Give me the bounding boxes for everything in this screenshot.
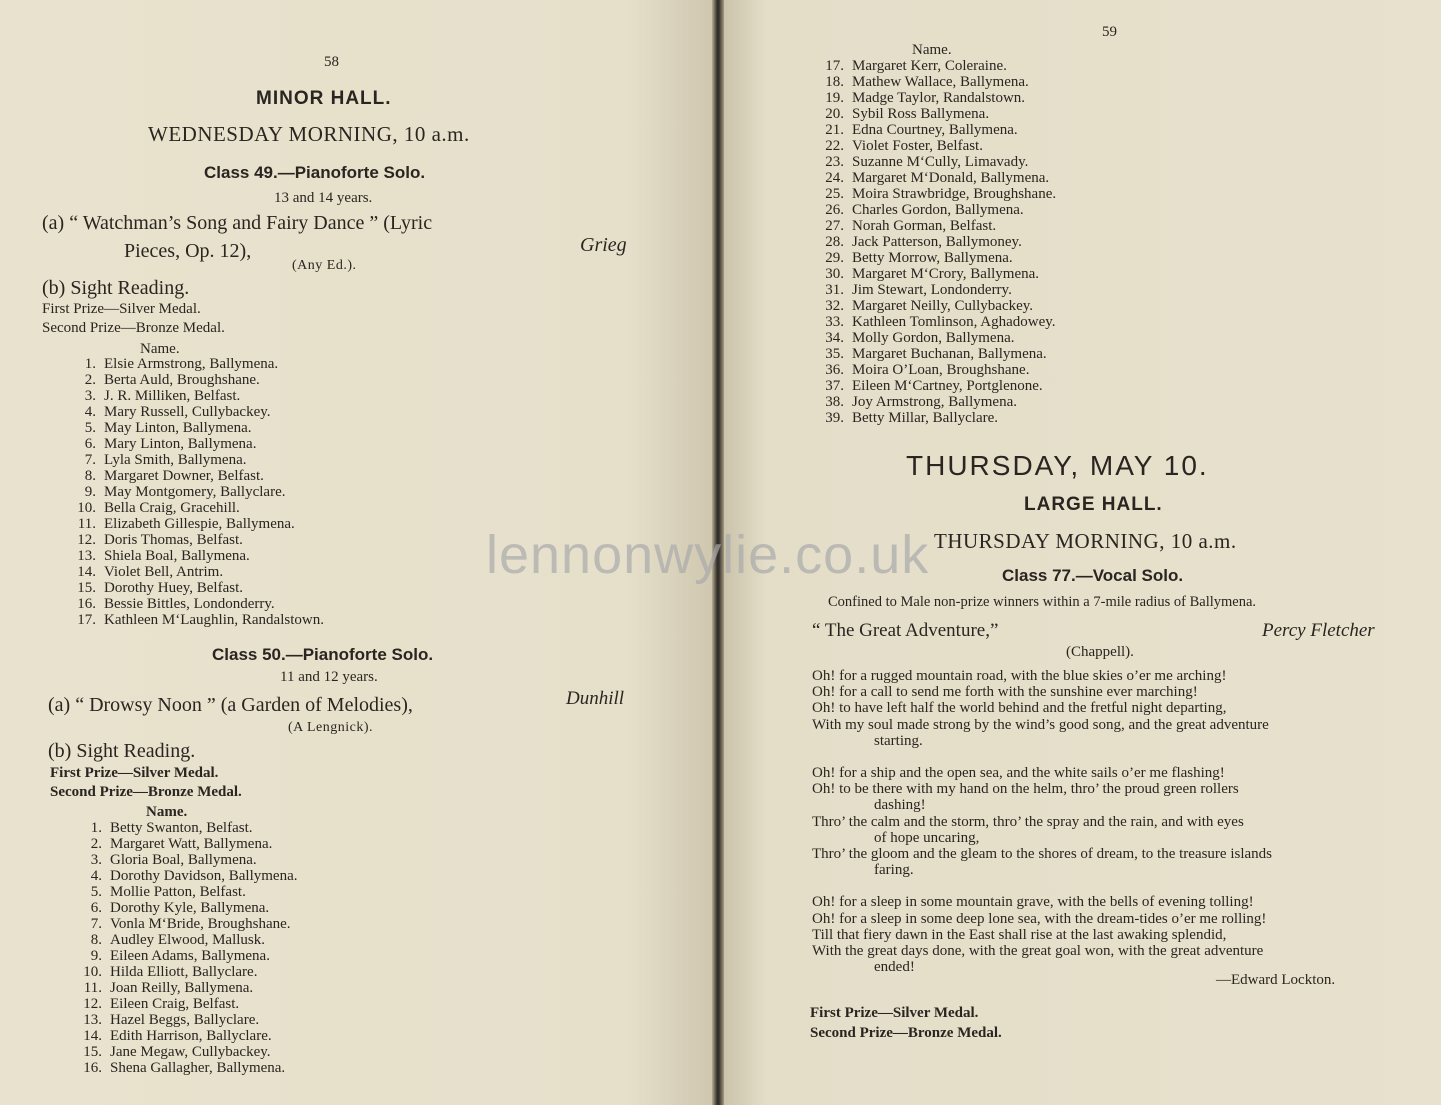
entrant-row bbox=[810, 170, 1056, 186]
entrant-name: Moira Strawbridge, Broughshane. bbox=[852, 186, 1057, 202]
class-49-piece-b: (b) Sight Reading. bbox=[42, 277, 190, 299]
entrant-name: Violet Bell, Antrim. bbox=[104, 564, 224, 580]
entrant-number: 22. bbox=[825, 138, 844, 154]
lyric-line-continued: of hope uncaring, bbox=[874, 829, 980, 846]
entrant-row bbox=[810, 58, 1056, 74]
entrant-name: Moira O’Loan, Broughshane. bbox=[852, 362, 1030, 378]
class-50-entrant-list-continued bbox=[810, 58, 1056, 426]
entrant-number: 31. bbox=[825, 282, 844, 298]
entrant-number: 17. bbox=[77, 612, 96, 628]
entrant-row bbox=[72, 820, 297, 836]
entrant-name: Mary Linton, Ballymena. bbox=[104, 436, 257, 452]
entrant-name: Betty Morrow, Ballymena. bbox=[852, 250, 1013, 266]
entrant-name: Shena Gallagher, Ballymena. bbox=[110, 1060, 286, 1076]
entrant-number: 11. bbox=[77, 516, 96, 532]
entrant-name: Sybil Ross Ballymena. bbox=[852, 106, 990, 122]
entrant-row bbox=[810, 234, 1056, 250]
entrant-row bbox=[72, 900, 297, 916]
lyric-line: Oh! to be there with my hand on the helm, thro’ the proud green rollers bbox=[812, 781, 1239, 798]
entrant-name: Gloria Boal, Ballymena. bbox=[110, 852, 257, 868]
entrant-row bbox=[72, 964, 297, 980]
entrant-row bbox=[810, 90, 1056, 106]
class-50-composer: Dunhill bbox=[566, 688, 625, 709]
entrant-row bbox=[66, 452, 324, 468]
entrant-row bbox=[66, 468, 324, 484]
entrant-row bbox=[810, 346, 1056, 362]
entrant-number: 29. bbox=[825, 250, 844, 266]
session-heading: WEDNESDAY MORNING, 10 a.m. bbox=[148, 122, 470, 146]
entrant-row bbox=[810, 74, 1056, 90]
entrant-number: 37. bbox=[825, 378, 844, 394]
entrant-row bbox=[66, 436, 324, 452]
entrant-row bbox=[66, 388, 324, 404]
entrant-number: 2. bbox=[84, 372, 96, 388]
entrant-row bbox=[66, 372, 324, 388]
entrant-name: Margaret M‘Donald, Ballymena. bbox=[852, 170, 1050, 186]
entrant-number: 7. bbox=[90, 916, 102, 932]
entrant-row bbox=[66, 548, 324, 564]
entrant-row bbox=[72, 1028, 297, 1044]
class-49-entrant-list bbox=[66, 356, 324, 628]
entrant-name: Eileen Craig, Belfast. bbox=[110, 996, 240, 1012]
entrant-number: 3. bbox=[90, 852, 102, 868]
entrant-number: 19. bbox=[825, 90, 844, 106]
entrant-row bbox=[810, 330, 1056, 346]
entrant-row bbox=[72, 852, 297, 868]
lyrics-stanza-2 bbox=[812, 765, 1412, 878]
entrant-row bbox=[66, 564, 324, 580]
entrant-number: 14. bbox=[83, 1028, 102, 1044]
entrant-name: Audley Elwood, Mallusk. bbox=[110, 932, 265, 948]
entrant-name: Edna Courtney, Ballymena. bbox=[852, 122, 1018, 138]
entrant-row bbox=[810, 154, 1056, 170]
entrant-name: Madge Taylor, Randalstown. bbox=[852, 90, 1026, 106]
lyric-line: With the great days done, with the great goal won, with the great adventure bbox=[812, 943, 1264, 960]
entrant-row bbox=[66, 420, 324, 436]
entrant-number: 6. bbox=[90, 900, 102, 916]
hall-heading: MINOR HALL. bbox=[256, 88, 392, 109]
entrant-number: 5. bbox=[84, 420, 96, 436]
entrant-number: 17. bbox=[825, 58, 844, 74]
entrant-number: 23. bbox=[825, 154, 844, 170]
entrant-name: Molly Gordon, Ballymena. bbox=[852, 330, 1015, 346]
entrant-number: 6. bbox=[84, 436, 96, 452]
entrant-number: 39. bbox=[825, 410, 844, 426]
entrant-name: Dorothy Huey, Belfast. bbox=[104, 580, 243, 596]
lyric-line: With my soul made strong by the wind’s good song, and the great adventure bbox=[812, 716, 1269, 733]
entrant-row bbox=[810, 282, 1056, 298]
lyric-line: Thro’ the calm and the storm, thro’ the spray and the rain, and with eyes bbox=[812, 813, 1244, 830]
entrant-number: 26. bbox=[825, 202, 844, 218]
lyric-line-continued: faring. bbox=[874, 862, 914, 879]
entrant-name: Shiela Boal, Ballymena. bbox=[104, 548, 250, 564]
entrant-number: 34. bbox=[825, 330, 844, 346]
entrant-row bbox=[66, 580, 324, 596]
entrant-number: 8. bbox=[90, 932, 102, 948]
entrant-number: 33. bbox=[825, 314, 844, 330]
entrant-name: Margaret Kerr, Coleraine. bbox=[852, 58, 1007, 74]
entrant-number: 30. bbox=[825, 266, 844, 282]
entrant-row bbox=[810, 410, 1056, 426]
song-lyrics bbox=[812, 668, 1412, 991]
entrant-row bbox=[66, 532, 324, 548]
entrant-name: Mary Russell, Cullybackey. bbox=[104, 404, 271, 420]
entrant-row bbox=[810, 314, 1056, 330]
entrant-number: 12. bbox=[77, 532, 96, 548]
class-49-ages: 13 and 14 years. bbox=[274, 190, 373, 206]
entrant-name: Edith Harrison, Ballyclare. bbox=[110, 1028, 272, 1044]
entrant-number: 21. bbox=[825, 122, 844, 138]
entrant-number: 25. bbox=[825, 186, 844, 202]
entrant-row bbox=[72, 1044, 297, 1060]
entrant-name: Bella Craig, Gracehill. bbox=[104, 500, 240, 516]
entrant-row bbox=[72, 1060, 297, 1076]
entrant-row bbox=[66, 596, 324, 612]
page-number: 58 bbox=[324, 54, 339, 70]
lyric-line: Thro’ the gloom and the gleam to the shores of dream, to the treasure islands bbox=[812, 846, 1273, 863]
entrant-name: Margaret Watt, Ballymena. bbox=[110, 836, 273, 852]
entrant-name: Joan Reilly, Ballymena. bbox=[110, 980, 254, 996]
class-49-title: Class 49.—Pianoforte Solo. bbox=[204, 163, 426, 182]
entrant-number: 32. bbox=[825, 298, 844, 314]
entrant-row bbox=[72, 996, 297, 1012]
day-heading: THURSDAY, MAY 10. bbox=[906, 450, 1209, 481]
entrant-number: 13. bbox=[83, 1012, 102, 1028]
class-49-edition: (Any Ed.). bbox=[292, 258, 357, 273]
entrant-number: 9. bbox=[84, 484, 96, 500]
entrant-row bbox=[72, 916, 297, 932]
class-50-piece-a: (a) “ Drowsy Noon ” (a Garden of Melodies), bbox=[48, 694, 413, 716]
entrant-name: Dorothy Kyle, Ballymena. bbox=[110, 900, 270, 916]
entrant-row bbox=[810, 122, 1056, 138]
entrant-number: 27. bbox=[825, 218, 844, 234]
entrant-name: Kathleen Tomlinson, Aghadowey. bbox=[852, 314, 1056, 330]
entrant-name: Hilda Elliott, Ballyclare. bbox=[110, 964, 258, 980]
lyric-line: Oh! for a rugged mountain road, with the blue skies o’er me arching! bbox=[812, 668, 1227, 684]
lyrics-stanza-3 bbox=[812, 894, 1412, 975]
entrant-name: Jim Stewart, Londonderry. bbox=[852, 282, 1012, 298]
lyric-line: Oh! to have left half the world behind and the fretful night departing, bbox=[812, 700, 1227, 717]
entrant-name: Violet Foster, Belfast. bbox=[852, 138, 983, 154]
lyrics-stanza-1 bbox=[812, 668, 1412, 749]
lyric-line-continued: starting. bbox=[874, 732, 923, 749]
class-50-piece-b: (b) Sight Reading. bbox=[48, 740, 196, 762]
entrant-name: Margaret Neilly, Cullybackey. bbox=[852, 298, 1034, 314]
lyric-line-continued: dashing! bbox=[874, 797, 926, 814]
entrant-name: Norah Gorman, Belfast. bbox=[852, 218, 997, 234]
entrant-row bbox=[72, 932, 297, 948]
entrant-name: May Montgomery, Ballyclare. bbox=[104, 484, 286, 500]
entrant-name: Jack Patterson, Ballymoney. bbox=[852, 234, 1022, 250]
entrant-number: 16. bbox=[83, 1060, 102, 1076]
entrant-name: Berta Auld, Broughshane. bbox=[104, 372, 260, 388]
entrant-name: Eileen M‘Cartney, Portglenone. bbox=[852, 378, 1043, 394]
entrant-number: 5. bbox=[90, 884, 102, 900]
entrant-name: Elizabeth Gillespie, Ballymena. bbox=[104, 516, 295, 532]
entrant-row bbox=[810, 266, 1056, 282]
entrant-name: Bessie Bittles, Londonderry. bbox=[104, 596, 275, 612]
entrant-row bbox=[66, 404, 324, 420]
entrant-name: Eileen Adams, Ballymena. bbox=[110, 948, 270, 964]
class-49-piece-a: (a) “ Watchman’s Song and Fairy Dance ” (Lyric bbox=[42, 212, 433, 234]
class-49-composer: Grieg bbox=[580, 234, 627, 256]
class-50-edition: (A Lengnick). bbox=[288, 720, 374, 735]
class-49-first-prize: First Prize—Silver Medal. bbox=[42, 301, 201, 317]
entrant-number: 1. bbox=[90, 820, 102, 836]
entrant-name: Margaret M‘Crory, Ballymena. bbox=[852, 266, 1040, 282]
entrant-row bbox=[810, 394, 1056, 410]
entrant-row bbox=[810, 186, 1056, 202]
class-77-piece: “ The Great Adventure,” bbox=[812, 620, 999, 641]
lyric-line-continued: ended! bbox=[874, 959, 915, 976]
entrant-number: 35. bbox=[825, 346, 844, 362]
entrant-name: Mathew Wallace, Ballymena. bbox=[852, 74, 1029, 90]
entrant-row bbox=[810, 218, 1056, 234]
entrant-row bbox=[810, 362, 1056, 378]
entrant-number: 14. bbox=[77, 564, 96, 580]
class-49-second-prize: Second Prize—Bronze Medal. bbox=[42, 320, 225, 336]
entrant-row bbox=[810, 250, 1056, 266]
entrant-number: 2. bbox=[90, 836, 102, 852]
entrant-number: 12. bbox=[83, 996, 102, 1012]
entrant-name: Suzanne M‘Cully, Limavady. bbox=[852, 154, 1029, 170]
entrant-number: 3. bbox=[84, 388, 96, 404]
entrant-name: Joy Armstrong, Ballymena. bbox=[852, 394, 1017, 410]
entrant-number: 9. bbox=[90, 948, 102, 964]
entrant-number: 16. bbox=[77, 596, 96, 612]
entrant-row bbox=[72, 884, 297, 900]
entrant-number: 10. bbox=[83, 964, 102, 980]
entrant-row bbox=[810, 202, 1056, 218]
entrant-number: 1. bbox=[84, 356, 96, 372]
entrant-row bbox=[72, 980, 297, 996]
entrant-row bbox=[66, 612, 324, 628]
class-77-condition: Confined to Male non-prize winners within a 7-mile radius of Ballymena. bbox=[828, 594, 1257, 610]
entrant-name: Betty Millar, Ballyclare. bbox=[852, 410, 999, 426]
class-77-first-prize: First Prize—Silver Medal. bbox=[810, 1005, 979, 1021]
entrant-number: 20. bbox=[825, 106, 844, 122]
entrant-name: Lyla Smith, Ballymena. bbox=[104, 452, 247, 468]
class-50-title: Class 50.—Pianoforte Solo. bbox=[212, 645, 434, 664]
class-50-ages: 11 and 12 years. bbox=[280, 669, 378, 685]
hall-heading: LARGE HALL. bbox=[1024, 494, 1163, 515]
name-column-header: Name. bbox=[146, 804, 188, 820]
name-column-header: Name. bbox=[912, 42, 952, 58]
class-49-piece-a-cont: Pieces, Op. 12), bbox=[124, 240, 252, 262]
lyric-line: Till that fiery dawn in the East shall rise at the last awaking splendid, bbox=[812, 926, 1227, 943]
entrant-number: 36. bbox=[825, 362, 844, 378]
entrant-name: Mollie Patton, Belfast. bbox=[110, 884, 246, 900]
class-77-title: Class 77.—Vocal Solo. bbox=[1002, 566, 1184, 585]
entrant-name: Hazel Beggs, Ballyclare. bbox=[110, 1012, 260, 1028]
lyric-line: Oh! for a call to send me forth with the sunshine ever marching! bbox=[812, 684, 1198, 701]
entrant-number: 8. bbox=[84, 468, 96, 484]
entrant-number: 18. bbox=[825, 74, 844, 90]
entrant-number: 10. bbox=[77, 500, 96, 516]
lyric-line: Oh! for a ship and the open sea, and the white sails o’er me flashing! bbox=[812, 765, 1225, 782]
page-number: 59 bbox=[1102, 24, 1117, 40]
entrant-name: Betty Swanton, Belfast. bbox=[110, 820, 253, 836]
class-77-publisher: (Chappell). bbox=[1066, 644, 1134, 660]
lyric-line: Oh! for a sleep in some deep lone sea, with the dream-tides o’er me rolling! bbox=[812, 910, 1267, 927]
class-50-second-prize: Second Prize—Bronze Medal. bbox=[50, 784, 242, 800]
entrant-number: 38. bbox=[825, 394, 844, 410]
entrant-row bbox=[72, 948, 297, 964]
entrant-name: J. R. Milliken, Belfast. bbox=[104, 388, 241, 404]
entrant-number: 4. bbox=[84, 404, 96, 420]
entrant-number: 15. bbox=[83, 1044, 102, 1060]
entrant-number: 28. bbox=[825, 234, 844, 250]
entrant-number: 13. bbox=[77, 548, 96, 564]
entrant-name: Charles Gordon, Ballymena. bbox=[852, 202, 1024, 218]
entrant-name: May Linton, Ballymena. bbox=[104, 420, 252, 436]
entrant-row bbox=[66, 484, 324, 500]
watermark: lennonwylie.co.uk bbox=[486, 525, 930, 585]
class-50-entrant-list bbox=[72, 820, 297, 1076]
class-50-first-prize: First Prize—Silver Medal. bbox=[50, 765, 219, 781]
name-column-header: Name. bbox=[140, 341, 180, 357]
entrant-name: Dorothy Davidson, Ballymena. bbox=[110, 868, 298, 884]
entrant-row bbox=[810, 106, 1056, 122]
entrant-number: 15. bbox=[77, 580, 96, 596]
entrant-name: Doris Thomas, Belfast. bbox=[104, 532, 243, 548]
lyric-line: Oh! for a sleep in some mountain grave, with the bells of evening tolling! bbox=[812, 894, 1254, 911]
class-77-second-prize: Second Prize—Bronze Medal. bbox=[810, 1025, 1002, 1041]
lyricist-credit: —Edward Lockton. bbox=[1216, 972, 1336, 988]
entrant-number: 24. bbox=[825, 170, 844, 186]
entrant-name: Vonla M‘Bride, Broughshane. bbox=[110, 916, 291, 932]
entrant-name: Margaret Downer, Belfast. bbox=[104, 468, 264, 484]
session-heading: THURSDAY MORNING, 10 a.m. bbox=[934, 529, 1237, 553]
entrant-name: Margaret Buchanan, Ballymena. bbox=[852, 346, 1047, 362]
entrant-number: 4. bbox=[90, 868, 102, 884]
entrant-name: Kathleen M‘Laughlin, Randalstown. bbox=[104, 612, 324, 628]
entrant-row bbox=[72, 1012, 297, 1028]
entrant-row bbox=[72, 868, 297, 884]
entrant-name: Jane Megaw, Cullybackey. bbox=[110, 1044, 271, 1060]
entrant-row bbox=[72, 836, 297, 852]
entrant-name: Elsie Armstrong, Ballymena. bbox=[104, 356, 279, 372]
entrant-row bbox=[810, 298, 1056, 314]
entrant-number: 11. bbox=[83, 980, 102, 996]
entrant-row bbox=[810, 138, 1056, 154]
class-77-composer: Percy Fletcher bbox=[1262, 620, 1375, 641]
entrant-row bbox=[810, 378, 1056, 394]
entrant-row bbox=[66, 356, 324, 372]
entrant-row bbox=[66, 500, 324, 516]
entrant-number: 7. bbox=[84, 452, 96, 468]
entrant-row bbox=[66, 516, 324, 532]
